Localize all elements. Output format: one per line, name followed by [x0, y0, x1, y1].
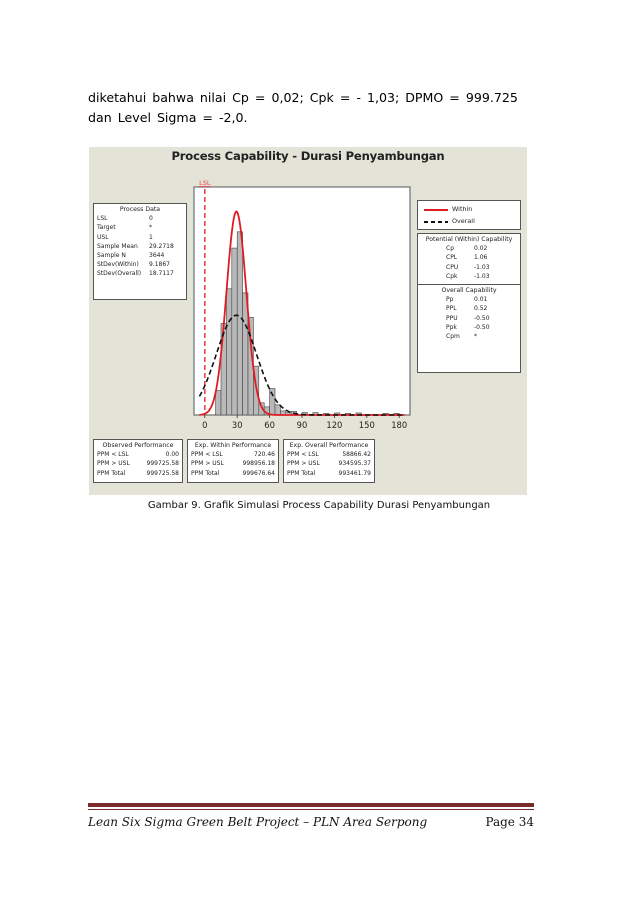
x-tick-label: 150 [358, 420, 375, 430]
overall-capability-title: Overall Capability [441, 287, 497, 295]
stat-label: PPM < LSL [191, 451, 223, 459]
stat-value: 29.2718 [149, 242, 174, 250]
figure-caption: Gambar 9. Grafik Simulasi Process Capability Durasi Penyambungan [147, 500, 491, 511]
process-capability-figure [89, 147, 527, 495]
exp-within-performance-title: Exp. Within Performance [194, 442, 272, 449]
stat-value: 0.02 [474, 245, 488, 253]
stat-row [191, 459, 275, 468]
footer-rule-thin [88, 809, 534, 810]
x-tick-label: 120 [326, 420, 343, 430]
stat-label: USL [97, 233, 109, 241]
stat-label: PPM > USL [191, 460, 224, 468]
stat-label: Cpk [446, 272, 458, 280]
stat-row [287, 459, 371, 468]
stat-label: PPM > USL [97, 460, 130, 468]
process-data-title: Process Data [119, 206, 161, 213]
footer-document-title: Lean Six Sigma Green Belt Project – PLN Area Serpong [88, 815, 428, 829]
stat-value: 999725.58 [146, 469, 179, 477]
stat-label: Ppk [446, 323, 457, 331]
chart-title: Process Capability - Durasi Penyambungan [171, 149, 445, 163]
stat-label: Sample Mean [97, 242, 138, 250]
histogram-bar [237, 232, 242, 415]
stat-value: 1 [149, 233, 153, 241]
stat-row [97, 459, 179, 468]
stat-label: StDev(Within) [97, 261, 139, 269]
stat-value: 999725.58 [146, 460, 179, 468]
stat-label: PPM < LSL [287, 451, 319, 459]
potential-capability-title: Potential (Within) Capability [425, 236, 513, 243]
exp-within-performance-box [187, 439, 279, 483]
x-tick-label: 90 [296, 420, 308, 430]
observed-performance-box [93, 439, 183, 483]
stat-row [287, 450, 371, 459]
stat-value: -1.03 [474, 272, 490, 280]
stat-value: 0.01 [474, 296, 488, 304]
stat-value: 0.52 [474, 305, 488, 313]
stat-value: -1.03 [474, 263, 490, 271]
paragraph-line-1: diketahui bahwa nilai Cp = 0,02; Cpk = - 1,03; DPMO = 999.725 [88, 90, 518, 105]
histogram-bar [232, 248, 237, 415]
stat-value: 58866.42 [342, 451, 371, 459]
stat-value: * [474, 333, 477, 341]
stat-value: 18.7117 [149, 270, 174, 278]
stat-label: Target [97, 224, 116, 232]
x-tick-label: 0 [202, 420, 208, 430]
exp-overall-performance-box [283, 439, 375, 483]
stat-value: 993461.79 [338, 469, 371, 477]
stat-value: 3644 [149, 252, 165, 260]
stat-label: Cp [446, 245, 454, 253]
stat-label: PPL [446, 305, 457, 313]
legend-within-label: Within [452, 205, 473, 213]
stat-label: Cpm [446, 333, 460, 341]
stat-label: PPM Total [191, 469, 220, 477]
x-tick-label: 180 [391, 420, 408, 430]
stat-label: Pp [446, 296, 454, 304]
stat-value: 999676.64 [242, 469, 275, 477]
stat-label: Sample N [97, 252, 126, 260]
footer-page-number: Page 34 [485, 815, 534, 829]
stat-value: -0.50 [474, 323, 490, 331]
stat-row [191, 450, 275, 459]
stat-label: PPM Total [287, 469, 316, 477]
stat-value: * [149, 224, 152, 232]
stat-label: StDev(Overall) [97, 270, 142, 278]
stat-row [287, 469, 371, 478]
stat-row [97, 450, 179, 459]
x-tick-label: 30 [231, 420, 243, 430]
exp-overall-performance-title: Exp. Overall Performance [289, 442, 369, 449]
exp-within-performance-rows [191, 450, 275, 478]
observed-performance-title: Observed Performance [102, 442, 174, 449]
stat-label: PPM > USL [287, 460, 320, 468]
stat-label: CPU [446, 263, 459, 271]
stat-label: LSL [97, 215, 108, 223]
legend-overall-label: Overall [452, 217, 475, 225]
histogram-bar [275, 405, 280, 415]
stat-row [191, 469, 275, 478]
histogram-bar [226, 289, 231, 415]
footer-rule-thick [88, 803, 534, 807]
stat-value: 934595.37 [338, 460, 371, 468]
stat-value: -0.50 [474, 314, 490, 322]
body-paragraph [88, 88, 534, 128]
stat-value: 0.00 [165, 451, 179, 459]
exp-overall-performance-rows [287, 450, 371, 478]
paragraph-line-2: dan Level Sigma = -2,0. [88, 110, 248, 125]
stat-row [97, 469, 179, 478]
stat-value: 0 [149, 215, 153, 223]
stat-value: 998956.18 [242, 460, 275, 468]
lsl-label: LSL [199, 179, 211, 187]
x-tick-label: 60 [264, 420, 275, 430]
stat-value: 1.06 [474, 254, 488, 262]
stat-label: PPM Total [97, 469, 126, 477]
histogram-bar [216, 391, 221, 415]
stat-value: 9.1867 [149, 261, 170, 269]
observed-performance-rows [97, 450, 179, 478]
stat-label: CPL [446, 254, 458, 262]
stat-label: PPM < LSL [97, 451, 129, 459]
stat-value: 720.46 [254, 451, 275, 459]
stat-label: PPU [446, 314, 458, 322]
